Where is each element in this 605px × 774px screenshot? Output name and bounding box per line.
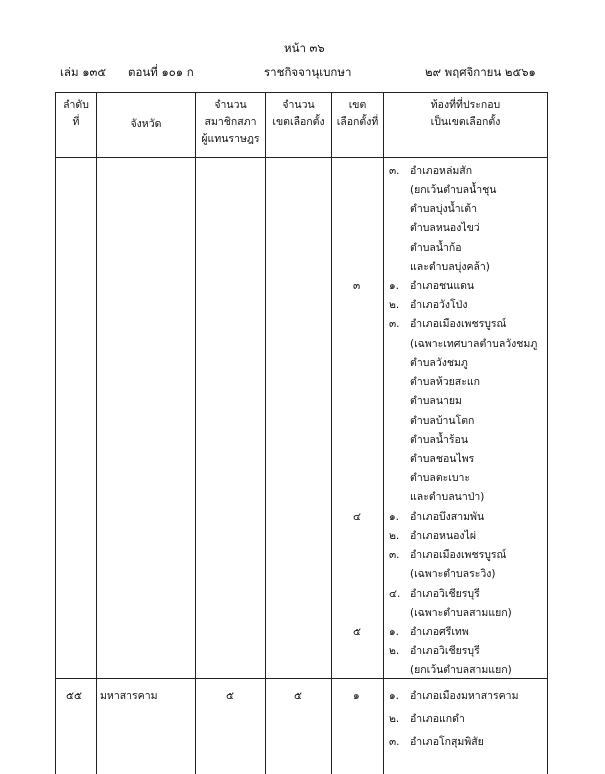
- header-localities: [384, 97, 547, 131]
- item-number: ๑.: [389, 626, 400, 638]
- column-divider: [55, 93, 56, 774]
- item-number: ๒.: [389, 299, 400, 311]
- item-number: ๓.: [389, 318, 400, 330]
- item-number: ๒.: [389, 645, 400, 657]
- locality-line: อำเภอหนองไผ่: [410, 530, 476, 542]
- item-number: ๔.: [389, 588, 401, 600]
- column-divider: [265, 93, 266, 774]
- header-members-line: จำนวน: [214, 99, 247, 111]
- locality-line: (เฉพาะตำบลระวิง): [410, 568, 496, 580]
- locality-line: อำเภอโกสุมพิสัย: [410, 736, 484, 748]
- publication-date: ๒๙ พฤศจิกายน ๒๕๖๑: [425, 65, 536, 79]
- header-members: [196, 97, 265, 148]
- header-localities-line: เป็นเขตเลือกตั้ง: [430, 116, 501, 128]
- locality-line: ตำบลน้ำก้อ: [410, 242, 462, 254]
- locality-line: อำเภอแกดำ: [410, 713, 465, 725]
- table-header-divider: [55, 157, 548, 158]
- header-localities-line: ท้องที่ที่ประกอบ: [430, 99, 501, 111]
- column-divider: [195, 93, 196, 774]
- header-members-line: สมาชิกสภา: [204, 116, 257, 128]
- row-zone: ๑: [353, 690, 360, 702]
- column-divider: [331, 93, 332, 774]
- locality-line: และตำบลบุ่งคล้า): [410, 261, 490, 273]
- volume-label: เล่ม ๑๓๕: [60, 65, 107, 79]
- header-order-line: ลำดับ: [63, 99, 89, 111]
- column-divider: [383, 93, 384, 774]
- locality-line: และตำบลนาป่า): [410, 491, 485, 503]
- header-zone-line: เขต: [348, 99, 367, 111]
- locality-line: ตำบลชอนไพร: [410, 453, 475, 465]
- locality-line: อำเภอเมืองเพชรบูรณ์: [410, 549, 507, 561]
- item-number: ๓.: [389, 165, 400, 177]
- row-order: ๕๕: [66, 690, 82, 702]
- locality-line: อำเภอวังโป่ง: [410, 299, 468, 311]
- locality-line: (ยกเว้นตำบลสามแยก): [410, 664, 512, 676]
- item-number: ๓.: [389, 736, 400, 748]
- header-order: [56, 97, 96, 131]
- locality-line: อำเภอศรีเทพ: [410, 626, 469, 638]
- locality-line: (ยกเว้นตำบลน้ำชุน: [410, 184, 497, 196]
- item-number: ๑.: [389, 280, 400, 292]
- gazette-title: ราชกิจจานุเบกษา: [264, 65, 352, 79]
- locality-line: อำเภอเมืองเพชรบูรณ์: [410, 318, 507, 330]
- locality-line: ตำบลนายม: [410, 395, 462, 407]
- locality-line: อำเภอเมืองมหาสารคาม: [410, 690, 519, 702]
- header-districts: [266, 97, 331, 131]
- header-districts-line: จำนวน: [282, 99, 315, 111]
- page-number: หน้า ๓๖: [284, 41, 325, 55]
- locality-line: ตำบลตะเบาะ: [410, 472, 471, 484]
- item-number: ๒.: [389, 713, 400, 725]
- locality-line: อำเภอวิเชียรบุรี: [410, 645, 480, 657]
- header-order-line: ที่: [72, 116, 80, 128]
- header-districts-line: เขตเลือกตั้ง: [272, 116, 325, 128]
- row-members: ๕: [226, 690, 234, 702]
- zone-number: ๔: [353, 511, 361, 523]
- header-zone: [332, 97, 383, 131]
- header-zone-line: เลือกตั้งที่: [336, 116, 379, 128]
- item-number: ๒.: [389, 530, 400, 542]
- locality-line: ตำบลบ้านโตก: [410, 415, 475, 427]
- row-districts: ๕: [294, 690, 302, 702]
- locality-line: อำเภอบึงสามพัน: [410, 511, 485, 523]
- item-number: ๑.: [389, 511, 400, 523]
- locality-line: ตำบลห้วยสะแก: [410, 376, 480, 388]
- zone-number: ๓: [353, 280, 361, 292]
- row-divider: [55, 678, 548, 679]
- section-label: ตอนที่ ๑๐๑ ก: [128, 65, 194, 79]
- locality-line: อำเภอหล่มสัก: [410, 165, 473, 177]
- row-province: มหาสารคาม: [100, 690, 158, 702]
- locality-line: อำเภอชนแดน: [410, 280, 475, 292]
- header-province: จังหวัด: [130, 118, 162, 130]
- locality-line: ตำบลหนองไขว่: [410, 222, 480, 234]
- locality-line: (เฉพาะเทศบาลตำบลวังชมภู: [410, 338, 538, 350]
- header-members-line: ผู้แทนราษฎร: [201, 133, 260, 145]
- locality-line: ตำบลน้ำร้อน: [410, 434, 469, 446]
- locality-line: ตำบลวังชมภู: [410, 357, 468, 369]
- locality-line: ตำบลบุ่งน้ำเต้า: [410, 203, 477, 215]
- locality-line: (เฉพาะตำบลสามแยก): [410, 607, 512, 619]
- zone-number: ๕: [353, 626, 361, 638]
- item-number: ๓.: [389, 549, 400, 561]
- column-divider: [96, 93, 97, 774]
- item-number: ๑.: [389, 690, 400, 702]
- column-divider: [547, 93, 548, 774]
- locality-line: อำเภอวิเชียรบุรี: [410, 588, 480, 600]
- table-top-border: [55, 92, 548, 93]
